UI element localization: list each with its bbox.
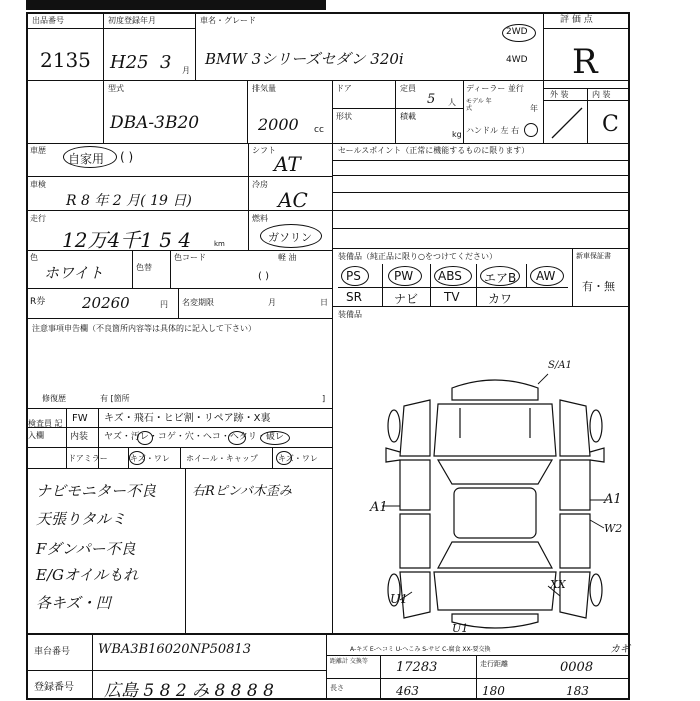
warranty-value: 有・無 bbox=[582, 280, 615, 293]
vin-label: 車台番号 bbox=[34, 647, 71, 657]
check-wheel-items: キズ・ワレ bbox=[278, 454, 318, 463]
divider bbox=[332, 108, 463, 109]
int-value: C bbox=[602, 112, 619, 137]
color-label: 色 bbox=[30, 253, 38, 262]
color-value: ホワイト bbox=[44, 264, 104, 282]
other-equipment-label: 装備品 bbox=[338, 310, 362, 319]
year-unit: 年 bbox=[530, 104, 538, 113]
door-label: ドア bbox=[336, 84, 352, 93]
divider bbox=[332, 228, 630, 229]
equip-leather: カワ bbox=[488, 292, 513, 306]
divider bbox=[92, 633, 93, 700]
capacity-label: 定員 bbox=[400, 84, 416, 93]
divider bbox=[170, 250, 171, 288]
divider bbox=[332, 143, 333, 318]
inspector-label: 検査員 記入欄 bbox=[28, 419, 63, 440]
note-line-2: 天張りタルミ bbox=[36, 510, 127, 528]
damage-label-right-a1: A1 bbox=[604, 492, 622, 507]
fuel-value: ガソリン bbox=[268, 231, 312, 244]
mileage-value: 12万4千1 5 4 bbox=[62, 228, 192, 252]
odometer-label: 走行距離 bbox=[480, 660, 508, 668]
divider bbox=[526, 264, 527, 287]
int-label: 内 装 bbox=[592, 90, 611, 99]
divider bbox=[178, 288, 179, 318]
meter-value: 17283 bbox=[396, 660, 438, 675]
divider bbox=[26, 427, 332, 428]
divider bbox=[272, 447, 273, 468]
dealer-label: ディーラー 並行 bbox=[466, 84, 524, 93]
divider bbox=[132, 250, 133, 288]
size-length: 463 bbox=[396, 684, 419, 698]
model-year-label: モデル 年式 bbox=[466, 98, 492, 112]
equip-sr: SR bbox=[346, 290, 362, 304]
plate-value: 広島 5 8 2 み 8 8 8 8 bbox=[104, 681, 274, 701]
interior-mark-circle bbox=[137, 431, 153, 445]
check-fw-items: キズ・飛石・ヒビ割・リペア跡・X裏 bbox=[104, 413, 271, 424]
divider bbox=[332, 318, 333, 408]
divider bbox=[26, 80, 630, 81]
type-value: DBA-3B20 bbox=[110, 113, 200, 133]
reg-month: 3 bbox=[160, 52, 172, 73]
header-strip bbox=[26, 0, 326, 10]
equip-ps: PS bbox=[346, 269, 361, 283]
damage-label-sa1: S/A1 bbox=[548, 360, 572, 371]
capacity-unit: 人 bbox=[448, 98, 456, 107]
notice-label: 注意事項申告欄（不良箇所内容等は具体的に記入して下さい） bbox=[32, 324, 256, 333]
day-unit: 日 bbox=[320, 298, 328, 307]
shift-label: シフト bbox=[252, 146, 276, 155]
diagram-legend: A-キズ E-ヘコミ U-へこみ S-サビ C-腐食 XX-要交換 bbox=[350, 646, 491, 653]
recycle-value: 20260 bbox=[82, 294, 130, 312]
divider bbox=[26, 408, 332, 409]
usage-paren: ( ) bbox=[120, 150, 134, 164]
light-oil-paren: ( ) bbox=[258, 271, 269, 282]
lot-number: 2135 bbox=[40, 48, 91, 72]
divider bbox=[332, 192, 630, 193]
usage-label: 車歴 bbox=[30, 146, 46, 155]
mirror-mark-circle bbox=[129, 451, 145, 465]
inspection-value: R 8 年 2 月( 19 日) bbox=[66, 193, 192, 209]
divider bbox=[195, 12, 196, 80]
yen-unit: 円 bbox=[160, 300, 168, 309]
drive-2wd: 2WD bbox=[506, 27, 528, 37]
damage-label-left-a1: A1 bbox=[370, 500, 388, 515]
shape-label: 形状 bbox=[336, 112, 352, 121]
divider bbox=[26, 288, 332, 289]
divider bbox=[382, 264, 383, 306]
divider bbox=[543, 88, 630, 89]
shift-value: AT bbox=[274, 152, 301, 176]
cc-unit: cc bbox=[314, 125, 324, 135]
color-change-label: 色替 bbox=[136, 263, 152, 272]
divider bbox=[248, 143, 249, 250]
divider bbox=[326, 655, 630, 656]
cc-label: 排気量 bbox=[252, 84, 276, 93]
interior-mark-circle bbox=[260, 431, 290, 445]
divider bbox=[332, 80, 333, 143]
divider bbox=[476, 655, 477, 700]
divider bbox=[543, 12, 544, 143]
type-label: 型式 bbox=[108, 84, 124, 93]
divider bbox=[103, 12, 104, 143]
color-code-label: 色コード bbox=[174, 253, 206, 262]
mileage-label: 走行 bbox=[30, 214, 46, 223]
check-mirror-items: キズ・ワレ bbox=[130, 454, 170, 463]
divider bbox=[543, 100, 630, 101]
repair-label: 修復歴 bbox=[42, 394, 66, 403]
equip-navi: ナビ bbox=[394, 292, 419, 306]
repair-value: 有 [箇所 bbox=[100, 394, 130, 403]
size-width: 180 bbox=[482, 684, 505, 698]
divider bbox=[430, 264, 431, 306]
note-line-5: 各キズ・凹 bbox=[36, 594, 111, 612]
ext-label: 外 装 bbox=[550, 90, 569, 99]
month-unit: 月 bbox=[268, 298, 276, 307]
divider bbox=[26, 176, 332, 177]
divider bbox=[326, 633, 327, 700]
usage-value: 自家用 bbox=[68, 152, 105, 166]
divider bbox=[572, 248, 573, 306]
divider bbox=[332, 210, 630, 211]
divider bbox=[180, 447, 181, 468]
inspection-label: 車検 bbox=[30, 180, 46, 189]
divider bbox=[332, 306, 630, 307]
divider bbox=[26, 633, 630, 635]
damage-label-key: カギ bbox=[610, 644, 630, 655]
divider bbox=[380, 655, 381, 700]
recycle-label: R券 bbox=[30, 297, 46, 307]
divider bbox=[66, 408, 67, 468]
damage-label-xx: XX bbox=[550, 578, 566, 591]
damage-label-w2: W2 bbox=[604, 522, 623, 535]
drive-4wd: 4WD bbox=[506, 55, 528, 65]
equip-aw: AW bbox=[536, 269, 556, 283]
divider bbox=[247, 80, 248, 143]
name-change-label: 名変期限 bbox=[182, 298, 214, 307]
damage-label-u1-left: U1 bbox=[390, 592, 408, 606]
divider bbox=[26, 318, 332, 319]
check-fw: FW bbox=[72, 413, 88, 424]
divider bbox=[185, 468, 186, 633]
divider bbox=[332, 175, 630, 176]
size-height: 183 bbox=[566, 684, 589, 698]
interior-mark-circle bbox=[228, 431, 246, 445]
note-line-3: Fダンパー不良 bbox=[36, 540, 136, 558]
handle-circle bbox=[524, 123, 538, 137]
note-line-4: E/Gオイルもれ bbox=[36, 566, 139, 584]
sales-point-label: セールスポイント（正常に機能するものに限ります） bbox=[338, 146, 530, 155]
divider bbox=[332, 160, 630, 161]
damage-label-u1-rear: U1 bbox=[452, 622, 469, 635]
load-label: 積載 bbox=[400, 112, 416, 121]
km-unit: km bbox=[214, 240, 225, 248]
divider bbox=[26, 670, 326, 671]
cc-value: 2000 bbox=[258, 115, 299, 134]
reg-label: 初度登録年月 bbox=[108, 16, 156, 25]
check-door-mirror: ドアミラー bbox=[68, 454, 108, 463]
check-interior: 内装 bbox=[70, 432, 89, 442]
score-label: 評 価 点 bbox=[560, 15, 593, 25]
warranty-label: 新車保証書 bbox=[576, 252, 611, 260]
divider bbox=[332, 248, 630, 249]
ext-slash-mark bbox=[548, 102, 586, 142]
equip-tv: TV bbox=[444, 290, 460, 304]
capacity-value: 5 bbox=[427, 92, 436, 107]
reg-era: H25 bbox=[110, 52, 149, 73]
lot-label: 出品番号 bbox=[32, 16, 64, 25]
note-line-1: ナビモニター不良 bbox=[36, 482, 157, 500]
score-value: R bbox=[572, 42, 598, 82]
equip-pw: PW bbox=[394, 269, 414, 283]
divider bbox=[26, 468, 332, 469]
divider bbox=[463, 80, 464, 143]
size-label: 長さ bbox=[330, 684, 344, 692]
divider bbox=[26, 28, 103, 29]
note-side: 右Rピンバ木歪み bbox=[192, 484, 292, 499]
divider bbox=[587, 88, 588, 143]
plate-label: 登録番号 bbox=[34, 682, 74, 693]
divider bbox=[543, 28, 630, 29]
model-label: 車名・グレード bbox=[200, 16, 256, 25]
divider bbox=[26, 143, 630, 144]
divider bbox=[332, 408, 333, 468]
model-value: BMW 3シリーズセダン 320i bbox=[205, 50, 404, 68]
light-oil-label: 軽 油 bbox=[278, 253, 297, 262]
ac-value: AC bbox=[278, 188, 308, 212]
divider bbox=[103, 28, 195, 29]
reg-month-unit: 月 bbox=[182, 66, 190, 75]
divider bbox=[476, 264, 477, 306]
divider bbox=[332, 468, 333, 633]
equip-airbag: エアB bbox=[484, 271, 517, 285]
fuel-label: 燃料 bbox=[252, 214, 268, 223]
divider bbox=[326, 678, 630, 679]
odometer-value: 0008 bbox=[560, 660, 594, 675]
divider bbox=[338, 287, 568, 288]
repair-close: ] bbox=[322, 394, 326, 403]
equipment-label: 装備品（純正品に限り○をつけてください） bbox=[338, 252, 497, 261]
wheel-mark-circle bbox=[276, 451, 292, 465]
check-wheel: ホイール・キャップ bbox=[186, 454, 258, 463]
vin-value: WBA3B16020NP50813 bbox=[98, 642, 251, 657]
divider bbox=[395, 80, 396, 143]
meter-label: 距離計 交換等 bbox=[330, 658, 368, 665]
handle-label: ハンドル 左 右 bbox=[466, 126, 520, 135]
check-interior-items: ヤズ・汚レ・コゲ・穴・ヘコ・ヘタリ・破レ bbox=[104, 432, 284, 442]
ac-label: 冷房 bbox=[252, 180, 268, 189]
equip-abs: ABS bbox=[438, 269, 462, 283]
kg-unit: kg bbox=[452, 130, 462, 139]
divider bbox=[26, 447, 332, 448]
